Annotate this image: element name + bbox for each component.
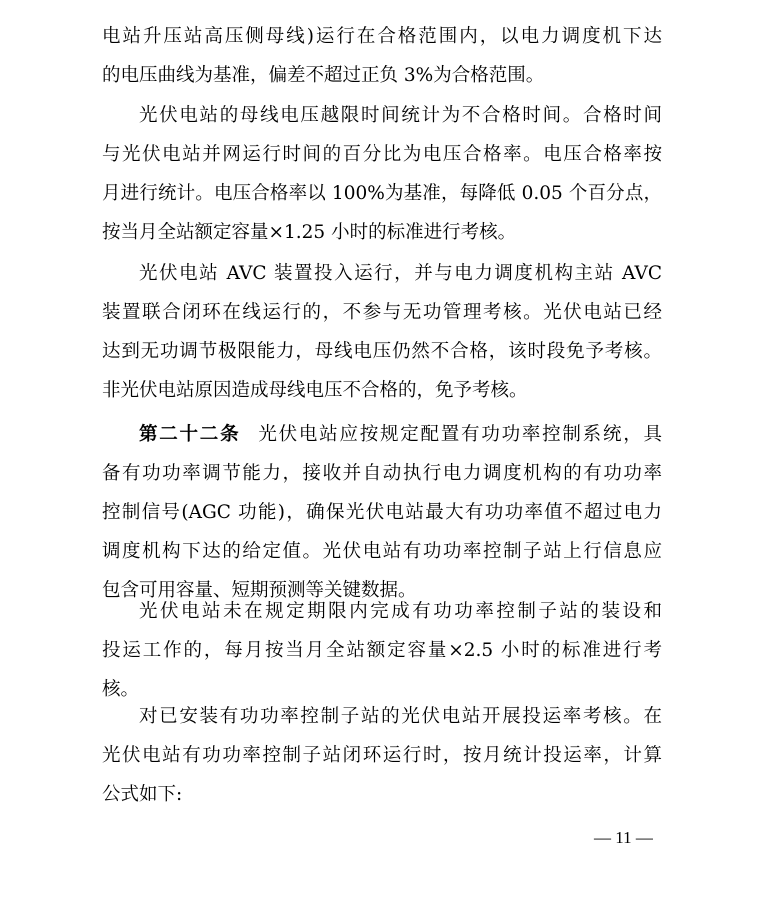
page-number: — 11 —: [594, 828, 653, 847]
text-line: [102, 415, 662, 454]
text-line: 包含可用容量、短期预测等关键数据。: [102, 580, 417, 601]
text-line: 光伏电站有功功率控制子站闭环运行时，按月统计投运率，计算: [102, 745, 662, 766]
paragraph-voltage-qualification-rate: [102, 96, 662, 252]
text-line: 月进行统计。电压合格率以 100%为基准，每降低 0.05 个百分点，: [102, 183, 662, 204]
article-first-line: 光伏电站应按规定配置有功功率控制系统，具: [258, 424, 662, 445]
text-line: 备有功功率调节能力，接收并自动执行电力调度机构的有功功率: [102, 463, 662, 484]
text-line: 投运工作的，每月按当月全站额定容量×2.5 小时的标准进行考: [102, 640, 662, 661]
paragraph-operation-rate: [102, 697, 662, 814]
text-line: 光伏电站未在规定期限内完成有功功率控制子站的装设和: [139, 601, 662, 622]
paragraph-voltage-range: [102, 17, 662, 95]
text-line: 装置联合闭环在线运行的，不参与无功管理考核。光伏电站已经: [102, 302, 662, 323]
text-line: 的电压曲线为基准，偏差不超过正负 3%为合格范围。: [102, 65, 545, 86]
text-line: 电站升压站高压侧母线)运行在合格范围内，以电力调度机下达: [102, 26, 662, 47]
text-line: 调度机构下达的给定值。光伏电站有功功率控制子站上行信息应: [102, 541, 662, 562]
text-line: 与光伏电站并网运行时间的百分比为电压合格率。电压合格率按: [102, 144, 662, 165]
text-line: 达到无功调节极限能力，母线电压仍然不合格，该时段免予考核。: [102, 341, 662, 362]
text-line: 按当月全站额定容量×1.25 小时的标准进行考核。: [102, 222, 517, 243]
paragraph-avc-device: [102, 254, 662, 410]
paragraph-article-22: [102, 415, 662, 610]
text-line: 光伏电站 AVC 装置投入运行，并与电力调度机构主站 AVC: [139, 263, 662, 284]
text-line: 公式如下:: [102, 784, 183, 805]
text-line: 对已安装有功功率控制子站的光伏电站开展投运率考核。在: [139, 706, 662, 727]
text-line: 控制信号(AGC 功能)，确保光伏电站最大有功功率值不超过电力: [102, 502, 662, 523]
article-heading: 第二十二条: [139, 424, 241, 445]
paragraph-installation-deadline: [102, 592, 662, 709]
text-line: 非光伏电站原因造成母线电压不合格的，免予考核。: [102, 380, 528, 401]
text-line: 核。: [102, 679, 140, 700]
text-line: 光伏电站的母线电压越限时间统计为不合格时间。合格时间: [139, 105, 662, 126]
